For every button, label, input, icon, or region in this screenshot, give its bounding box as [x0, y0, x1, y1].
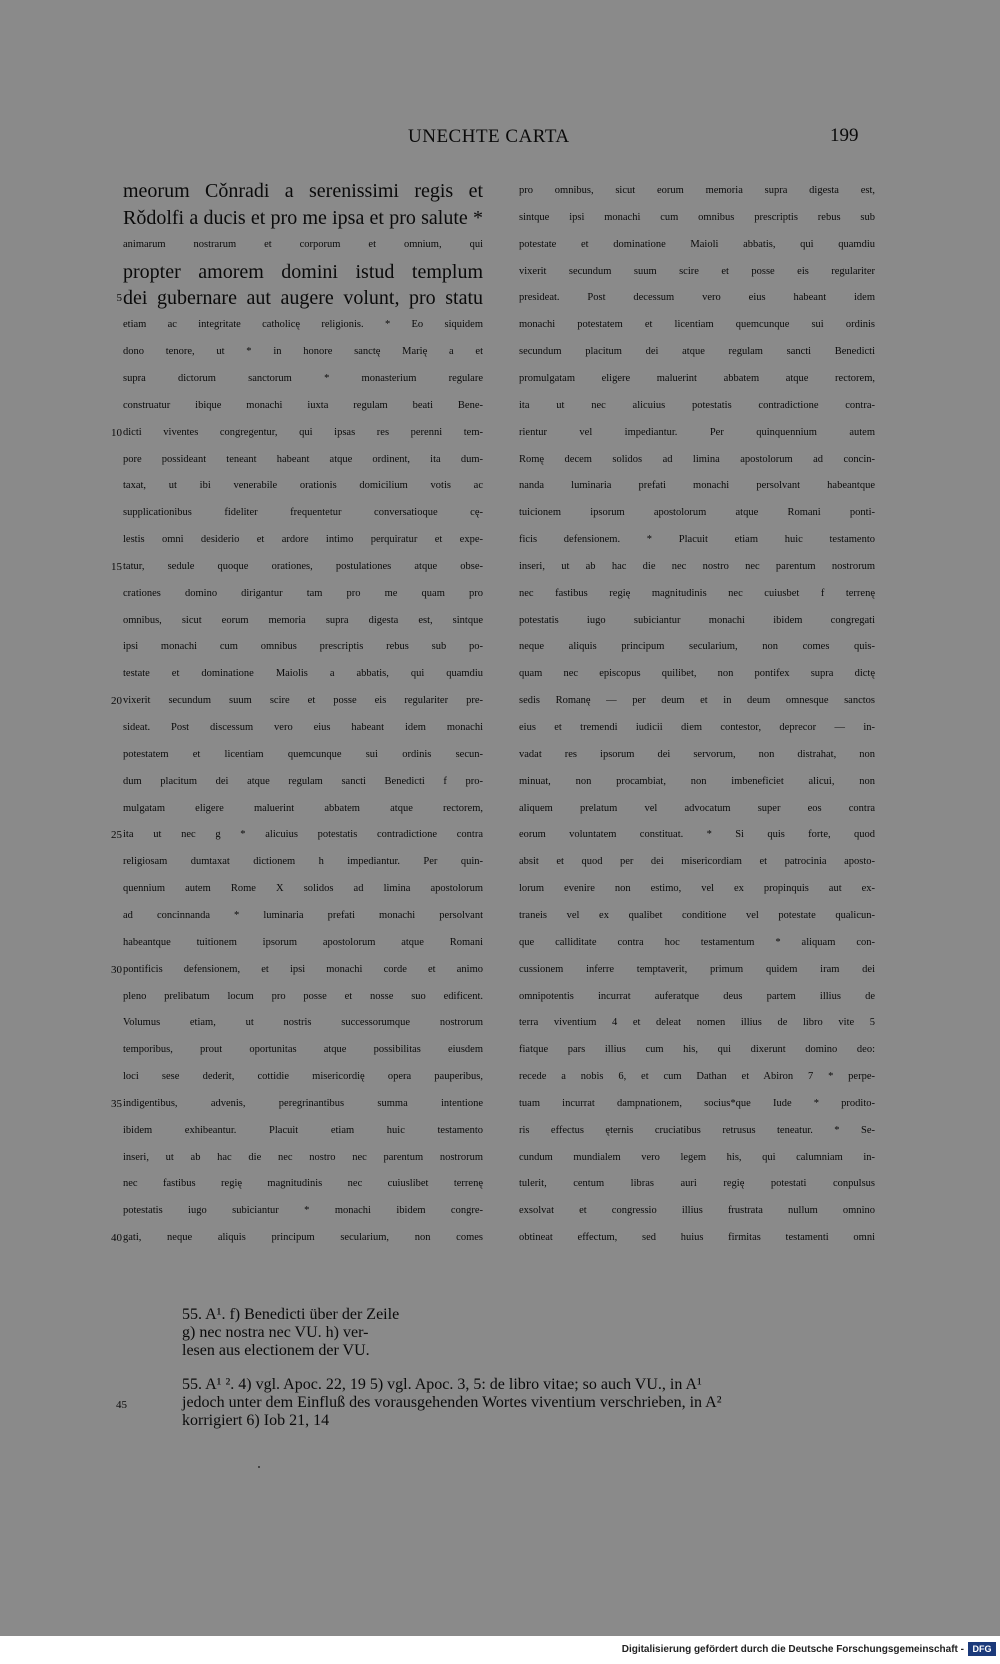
- critical-apparatus-1: [182, 1306, 877, 1360]
- right-text-line: potestatis iugo subiciantur monachi ibidem congregati: [519, 614, 875, 626]
- apparatus-line: lesen aus electionem der VU.: [182, 1342, 370, 1359]
- left-text-line: omnibus, sicut eorum memoria supra digesta est, sintque: [123, 614, 483, 626]
- right-text-line: ita ut nec alicuius potestatis contradictione contra-: [519, 399, 875, 411]
- right-text-line: vixerit secundum suum scire et posse eis regulariter: [519, 265, 875, 277]
- right-text-line: tuam incurrat dampnationem, socius*que Iude * prodito-: [519, 1097, 875, 1109]
- left-text-line: animarum nostrarum et corporum et omnium, qui: [123, 238, 483, 250]
- right-text-line: tulerit, centum libras auri regię potestati conpulsus: [519, 1178, 875, 1190]
- left-text-line: dono tenore, ut * in honore sanctę Marię a et: [123, 346, 483, 358]
- left-text-line: Volumus etiam, ut nostris successorumque nostrorum: [123, 1017, 483, 1029]
- left-text-line: potestatis iugo subiciantur * monachi ibidem congre-: [123, 1205, 483, 1217]
- apparatus-line: 55. A¹ ². 4) vgl. Apoc. 22, 19 5) vgl. Apoc. 3, 5: de libro vitae; so auch VU., in A¹: [182, 1376, 702, 1393]
- left-text-line: supplicationibus fideliter frequentetur conversatioque cę-: [123, 507, 483, 519]
- footer-bar: [0, 1636, 1000, 1664]
- right-text-line: obtineat effectum, sed huius firmitas testamenti omni: [519, 1232, 875, 1244]
- left-text-line: taxat, ut ibi venerabile orationis domicilium votis ac: [123, 480, 483, 492]
- right-text-line: sintque ipsi monachi cum omnibus prescriptis rebus sub: [519, 211, 875, 223]
- left-text-line: crationes domino dirigantur tam pro me quam pro: [123, 587, 483, 599]
- dfg-logo: DFG: [968, 1642, 996, 1656]
- running-head: UNECHTE CARTA: [408, 126, 570, 147]
- right-text-line: pro omnibus, sicut eorum memoria supra digesta est,: [519, 185, 875, 196]
- left-text-line: potestatem et licentiam quemcunque sui ordinis secun-: [123, 748, 483, 760]
- right-text-line: eorum voluntatem constituat. * Si quis forte, quod: [519, 829, 875, 841]
- right-text-line: neque aliquis principum secularium, non comes quis-: [519, 641, 875, 653]
- line-number: 25: [111, 829, 122, 842]
- right-text-line: que calliditate contra hoc testamentum * aliquam con-: [519, 936, 875, 948]
- left-text-line: vixerit secundum suum scire et posse eis regulariter pre-: [123, 695, 483, 707]
- footer-credit: Digitalisierung gefördert durch die Deutsche Forschungsgemeinschaft -: [621, 1644, 964, 1655]
- right-text-line: minuat, non procambiat, non imbeneficiet alicui, non: [519, 775, 875, 787]
- left-text-line: habeantque tuitionem ipsorum apostolorum atque Romani: [123, 936, 483, 948]
- margin-line-number-45: 45: [116, 1399, 127, 1411]
- left-text-line: loci sese dederit, cottidie misericordię opera pauperibus,: [123, 1071, 483, 1083]
- right-text-line: presideat. Post decessum vero eius habeant idem: [519, 292, 875, 304]
- left-text-line: lestis omni desiderio et ardore intimo perquiratur et expe-: [123, 534, 483, 546]
- left-text-line: dicti viventes congregentur, qui ipsas res perenni tem-: [123, 426, 483, 438]
- right-text-line: cussionem inferre temptaverit, primum quidem iram dei: [519, 963, 875, 975]
- line-number: 35: [111, 1097, 122, 1110]
- left-text-line: indigentibus, advenis, peregrinantibus summa intentione: [123, 1097, 483, 1109]
- right-text-line: aliquem prelatum vel advocatum super eos contra: [519, 802, 875, 814]
- left-text-line: religiosam dumtaxat dictionem h impediantur. Per quin-: [123, 856, 483, 868]
- right-text-line: vadat res ipsorum dei servorum, non distrahat, non: [519, 748, 875, 760]
- left-text-line: pleno prelibatum locum pro posse et nosse suo edificent.: [123, 990, 483, 1002]
- right-text-line: cundum mundialem vero legem his, qui calumniam in-: [519, 1151, 875, 1163]
- left-text-line: ad concinnanda * luminaria prefati monachi persolvant: [123, 909, 483, 921]
- right-text-line: tuicionem ipsorum apostolorum atque Romani ponti-: [519, 507, 875, 519]
- line-number: 20: [111, 695, 122, 708]
- left-text-line: meorum Cǒnradi a serenissimi regis et: [123, 180, 483, 202]
- right-text-line: ris effectus ęternis cruciatibus retrusus teneatur. * Se-: [519, 1124, 875, 1136]
- left-text-line: tatur, sedule quoque orationes, postulationes atque obse-: [123, 560, 483, 572]
- right-text-line: omnipotentis incurrat auferatque deus partem illius de: [519, 990, 875, 1002]
- right-text-line: absit et quod per dei misericordiam et patrocinia aposto-: [519, 856, 875, 868]
- line-number: 40: [111, 1232, 122, 1245]
- right-text-line: traneis vel ex qualibet conditione vel potestate qualicun-: [519, 909, 875, 921]
- line-number: 5: [116, 292, 122, 305]
- left-text-line: gati, neque aliquis principum secularium, non comes: [123, 1232, 483, 1244]
- right-text-line: ficis defensionem. * Placuit etiam huic testamento: [519, 534, 875, 546]
- left-text-line: Rǒdolfi a ducis et pro me ipsa et pro salute *: [123, 206, 483, 229]
- right-text-line: quam nec episcopus quilibet, non pontifex supra dictę: [519, 668, 875, 680]
- left-text-line: construatur ibique monachi iuxta regulam beati Bene-: [123, 399, 483, 411]
- left-text-line: testate et dominatione Maiolis a abbatis, qui quamdiu: [123, 668, 483, 680]
- right-text-line: Romę decem solidos ad limina apostolorum ad concin-: [519, 453, 875, 465]
- left-text-line: quennium autem Rome X solidos ad limina apostolorum: [123, 883, 483, 895]
- left-text-line: ibidem exhibeantur. Placuit etiam huic testamento: [123, 1124, 483, 1136]
- apparatus-line: korrigiert 6) Iob 21, 14: [182, 1412, 330, 1429]
- right-text-line: exsolvat et congressio illius frustrata nullum omnino: [519, 1205, 875, 1217]
- left-text-line: etiam ac integritate catholicę religionis. * Eo siquidem: [123, 319, 483, 331]
- page-number: 199: [830, 125, 859, 146]
- right-text-line: eius et tremendi iudicii diem contestor, deprecor — in-: [519, 722, 875, 733]
- left-text-line: temporibus, prout oportunitas atque possibilitas eiusdem: [123, 1044, 483, 1056]
- right-text-line: terra viventium 4 et deleat nomen illius de libro vite 5: [519, 1017, 875, 1029]
- left-text-line: supra dictorum sanctorum * monasterium regulare: [123, 372, 483, 384]
- left-text-line: nec fastibus regię magnitudinis nec cuiuslibet terrenę: [123, 1178, 483, 1190]
- left-text-line: sideat. Post discessum vero eius habeant idem monachi: [123, 722, 483, 733]
- right-text-line: monachi potestatem et licentiam quemcunque sui ordinis: [519, 319, 875, 331]
- apparatus-line: g) nec nostra nec VU. h) ver-: [182, 1324, 369, 1341]
- right-text-line: potestate et dominatione Maioli abbatis, qui quamdiu: [519, 238, 875, 250]
- line-number: 15: [111, 560, 122, 573]
- left-text-line: ipsi monachi cum omnibus prescriptis rebus sub po-: [123, 641, 483, 653]
- apparatus-line: jedoch unter dem Einfluß des vorausgehenden Wortes viventium verschrieben, in A²: [182, 1394, 722, 1411]
- left-text-line: dei gubernare aut augere volunt, pro statu: [123, 287, 483, 310]
- apparatus-line: 55. A¹. f) Benedicti über der Zeile: [182, 1306, 400, 1323]
- left-text-line: propter amorem domini istud templum: [123, 260, 483, 283]
- left-text-line: ita ut nec g * alicuius potestatis contradictione contra: [123, 829, 483, 841]
- right-text-line: sedis Romanę — per deum et in deum omnesque sanctos: [519, 695, 875, 707]
- right-text-line: rientur vel impediantur. Per quinquennium autem: [519, 426, 875, 438]
- line-number: 30: [111, 963, 122, 976]
- right-text-line: nec fastibus regię magnitudinis nec cuiusbet f terrenę: [519, 587, 875, 599]
- right-text-line: lorum evenire non estimo, vel ex propinquis aut ex-: [519, 883, 875, 895]
- left-text-line: mulgatam eligere maluerint abbatem atque rectorem,: [123, 802, 483, 814]
- left-text-line: pontificis defensionem, et ipsi monachi corde et animo: [123, 963, 483, 975]
- stray-mark: [258, 1466, 260, 1468]
- right-text-line: nanda luminaria prefati monachi persolvant habeantque: [519, 480, 875, 492]
- right-text-line: recede a nobis 6, et cum Dathan et Abiron 7 * perpe-: [519, 1071, 875, 1083]
- right-text-line: fiatque pars illius cum his, qui dixerunt domino deo:: [519, 1044, 875, 1056]
- left-text-line: dum placitum dei atque regulam sancti Benedicti f pro-: [123, 775, 483, 787]
- left-text-line: inseri, ut ab hac die nec nostro nec parentum nostrorum: [123, 1151, 483, 1163]
- critical-apparatus-2: [182, 1376, 877, 1430]
- left-text-line: pore possideant teneant habeant atque ordinent, ita dum-: [123, 453, 483, 465]
- line-number: 10: [111, 426, 122, 439]
- right-text-line: inseri, ut ab hac die nec nostro nec parentum nostrorum: [519, 560, 875, 572]
- right-text-line: secundum placitum dei atque regulam sancti Benedicti: [519, 346, 875, 358]
- right-text-line: promulgatam eligere maluerint abbatem atque rectorem,: [519, 372, 875, 384]
